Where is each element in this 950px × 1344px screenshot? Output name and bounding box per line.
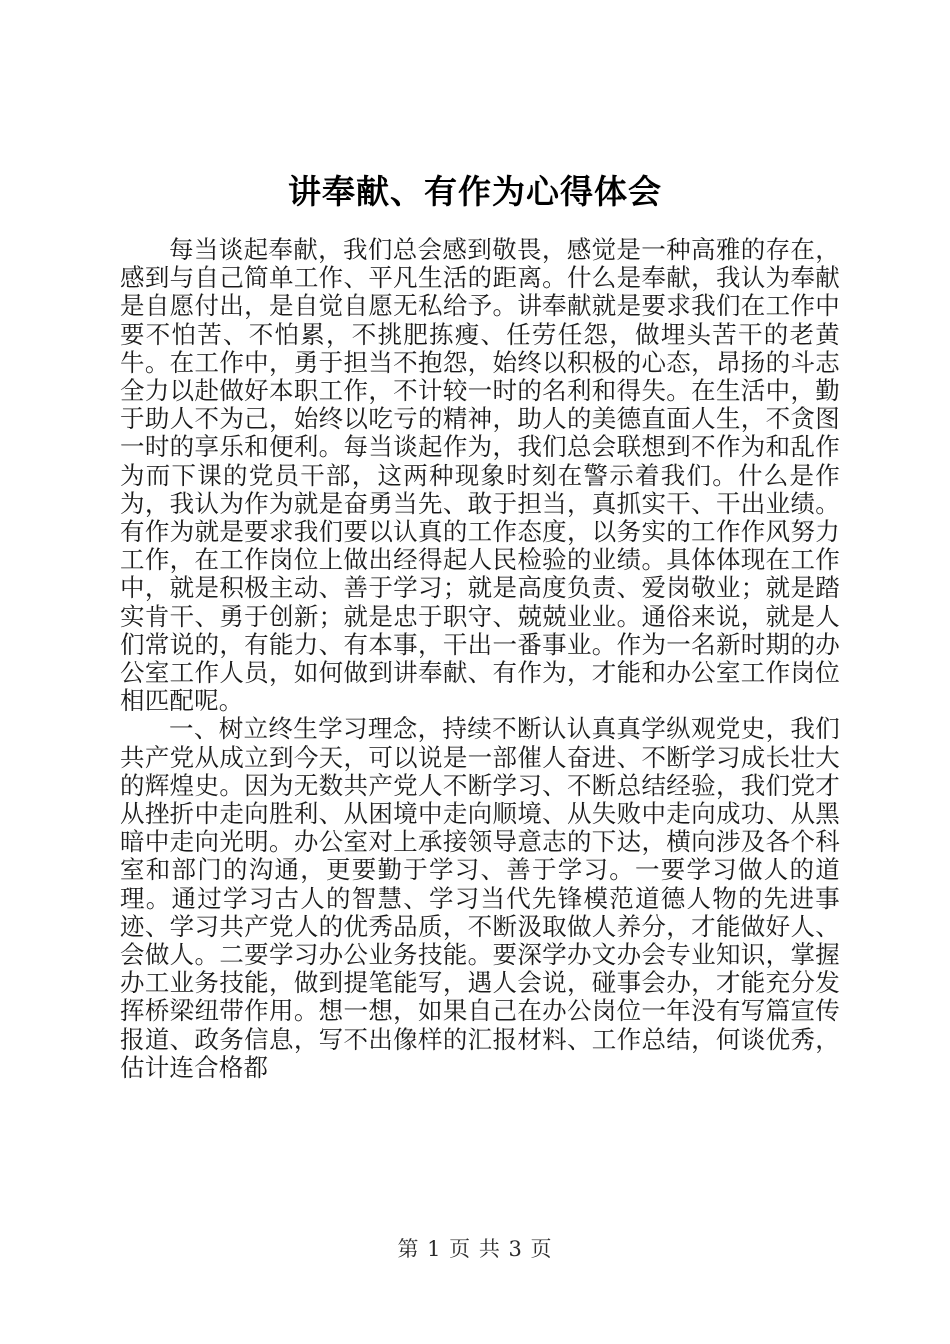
- page-number-footer: 第 1 页 共 3 页: [397, 1237, 553, 1261]
- page-title: 讲奉献、有作为心得体会: [288, 172, 662, 211]
- paragraph: 每当谈起奉献，我们总会感到敬畏，感觉是一种高雅的存在，感到与自己简单工作、平凡生活的距离。什么是奉献，我认为奉献是自愿付出，是自觉自愿无私给予。讲奉献就是要求我们在工作中要不怕苦、不怕累，不挑肥拣瘦、任劳任怨，做埋头苦干的老黄牛。在工作中，勇于担当不抱怨，始终以积极的心态，昂扬的斗志全力以赴做好本职工作，不计较一时的名利和得失。在生活中，勤于助人不为己，始终以吃亏的精神，助人的美德直面人生，不贪图一时的享乐和便利。每当谈起作为，我们总会联想到不作为和乱作为而下课的党员干部，这两种现象时刻在警示着我们。什么是作为，我认为作为就是奋勇当先、敢于担当，真抓实干、干出业绩。有作为就是要求我们要以认真的工作态度，以务实的工作作风努力工作，在工作岗位上做出经得起人民检验的业绩。具体体现在工作中，就是积极主动、善于学习；就是高度负责、爱岗敬业；就是踏实肯干、勇于创新；就是忠于职守、兢兢业业。通俗来说，就是人们常说的，有能力、有本事，干出一番事业。作为一名新时期的办公室工作人员，如何做到讲奉献、有作为，才能和办公室工作岗位相匹配呢。: [120, 235, 840, 716]
- document-body: [120, 236, 840, 1082]
- paragraph: 一、树立终生学习理念，持续不断认认真真学纵观党史，我们共产党从成立到今天，可以说是一部催人奋进、不断学习成长壮大的辉煌史。因为无数共产党人不断学习、不断总结经验，我们党才从挫折中走向胜利、从困境中走向顺境、从失败中走向成功、从黑暗中走向光明。办公室对上承接领导意志的下达，横向涉及各个科室和部门的沟通，更要勤于学习、善于学习。一要学习做人的道理。通过学习古人的智慧、学习当代先锋模范道德人物的先进事迹、学习共产党人的优秀品质，不断汲取做人养分，才能做好人、会做人。二要学习办公业务技能。要深学办文办会专业知识，掌握办工业务技能，做到提笔能写，遇人会说，碰事会办，才能充分发挥桥梁纽带作用。想一想，如果自己在办公岗位一年没有写篇宣传报道、政务信息，写不出像样的汇报材料、工作总结，何谈优秀，估计连合格都: [120, 714, 840, 1082]
